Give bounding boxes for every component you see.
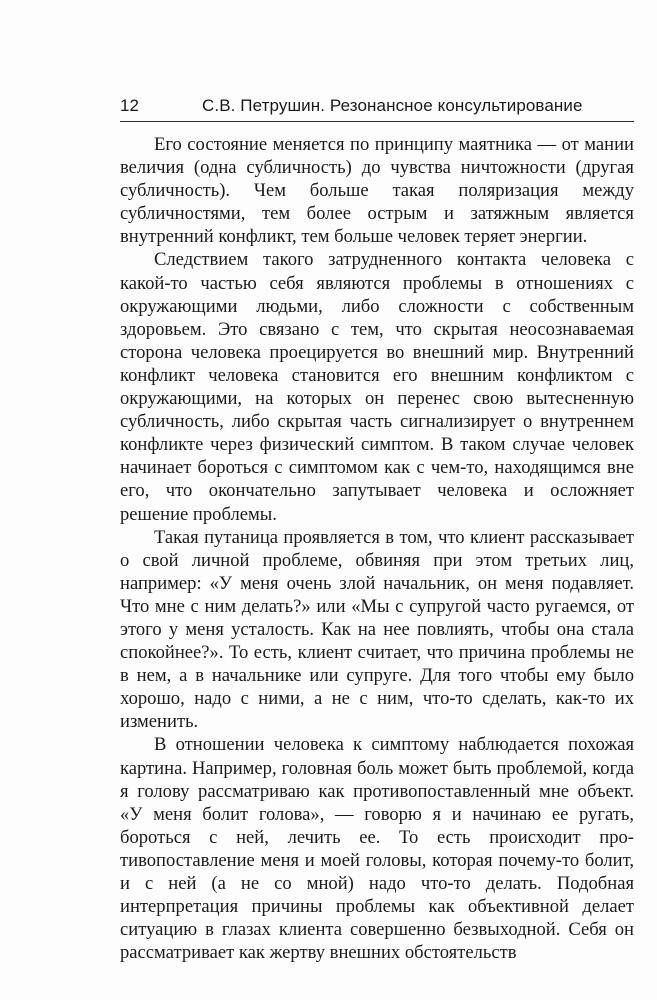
paragraph-2: Следствием такого затрудненного контакта человека с какой-то частью себя являются проблемы в отношениях с окружающими людьми, либо сложности с собственным здоровьем. Это связано с тем, что скрытая неосознаваемая сторона человека проецируется во внешний мир. Внутренний конфликт человека становится его внешним конфликтом с окружающими, на которых он перенес свою вытесненную субличность, либо скрытая часть сигнализирует о внутреннем конфликте через физический симптом. В таком случае человек начинает бороться с симптомом как с чем-то, находящимся вне его, что окончательно запутывает человека и осложняет решение проблемы. [120,249,634,525]
paragraph-4: В отношении человека к симптому наблюдается похожая картина. Например, головная боль может быть проблемой, когда я голову рассматриваю как противопоставленный мне объект. «У меня болит голова», — говорю я и начинаю ее ругать, бороться с ней, лечить ее. То есть происходит противопоставление меня и моей головы, которая почему-то болит, и с ней (а не со мной) надо что-то делать. Подобная интерпретация причины проблемы как объективной делает ситуацию в глазах клиента совершенно безвыходной. Себя он рассматривает как жертву внешних обстоятельств [120,734,634,964]
paragraph-1: Его состояние меняется по принципу маятника — от мании величия (одна субличность) до чувства ничтожности (другая субличность). Чем больше такая поляризация между субличностями, тем более острым и затяжным является внутренний конфликт, тем больше человек теряет энергии. [120,134,634,248]
header-rule [120,121,634,122]
paragraph-3: Такая путаница проявляется в том, что клиент рассказывает о свой личной проблеме, обвиняя при этом третьих лиц, например: «У меня очень злой начальник, он меня подавляет. Что мне с ним делать?» или «Мы с супругой часто ругаемся, от этого у меня усталость. Как на нее повлиять, чтобы она стала спокойнее?». То есть, клиент считает, что причина проблемы не в нем, а в начальнике или супруге. Для того чтобы ему было хорошо, надо с ними, а не с ним, что-то сделать, как-то их изменить. [120,526,634,733]
page-number: 12 [120,96,139,115]
running-title: С.В. Петрушин. Резонансное консультирование [202,96,583,115]
body-text [120,133,634,964]
running-header [120,94,640,120]
